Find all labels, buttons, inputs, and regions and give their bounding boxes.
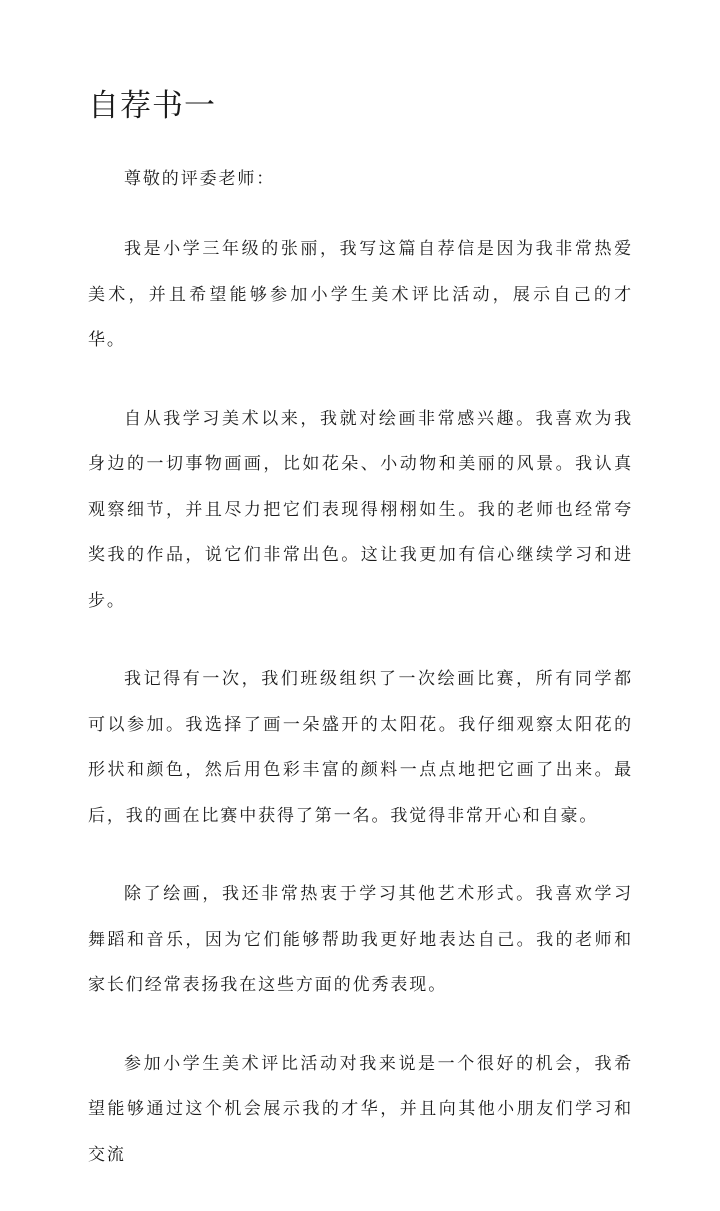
paragraph-other-arts: 除了绘画，我还非常热衷于学习其他艺术形式。我喜欢学习舞蹈和音乐，因为它们能够帮助我更好地表达自己。我的老师和家长们经常表扬我在这些方面的优秀表现。 [88,884,633,995]
paragraph-competition: 我记得有一次，我们班级组织了一次绘画比赛，所有同学都可以参加。我选择了画一朵盛开的太阳花。我仔细观察太阳花的形状和颜色，然后用色彩丰富的颜料一点点地把它画了出来。最后，我的画在比赛中获得了第一名。我觉得非常开心和自豪。 [88,669,633,826]
document-title: 自荐书一 [88,88,216,124]
paragraph-interest: 自从我学习美术以来，我就对绘画非常感兴趣。我喜欢为我身边的一切事物画画，比如花朵、小动物和美丽的风景。我认真观察细节，并且尽力把它们表现得栩栩如生。我的老师也经常夸奖我的作品，说它们非常出色。这让我更加有信心继续学习和进步。 [88,408,633,611]
letter-body [88,168,633,1211]
paragraph-opportunity: 参加小学生美术评比活动对我来说是一个很好的机会，我希望能够通过这个机会展示我的才华，并且向其他小朋友们学习和交流 [88,1053,633,1165]
paragraph-intro: 我是小学三年级的张丽，我写这篇自荐信是因为我非常热爱美术，并且希望能够参加小学生美术评比活动，展示自己的才华。 [88,239,633,350]
salutation: 尊敬的评委老师： [124,169,276,189]
